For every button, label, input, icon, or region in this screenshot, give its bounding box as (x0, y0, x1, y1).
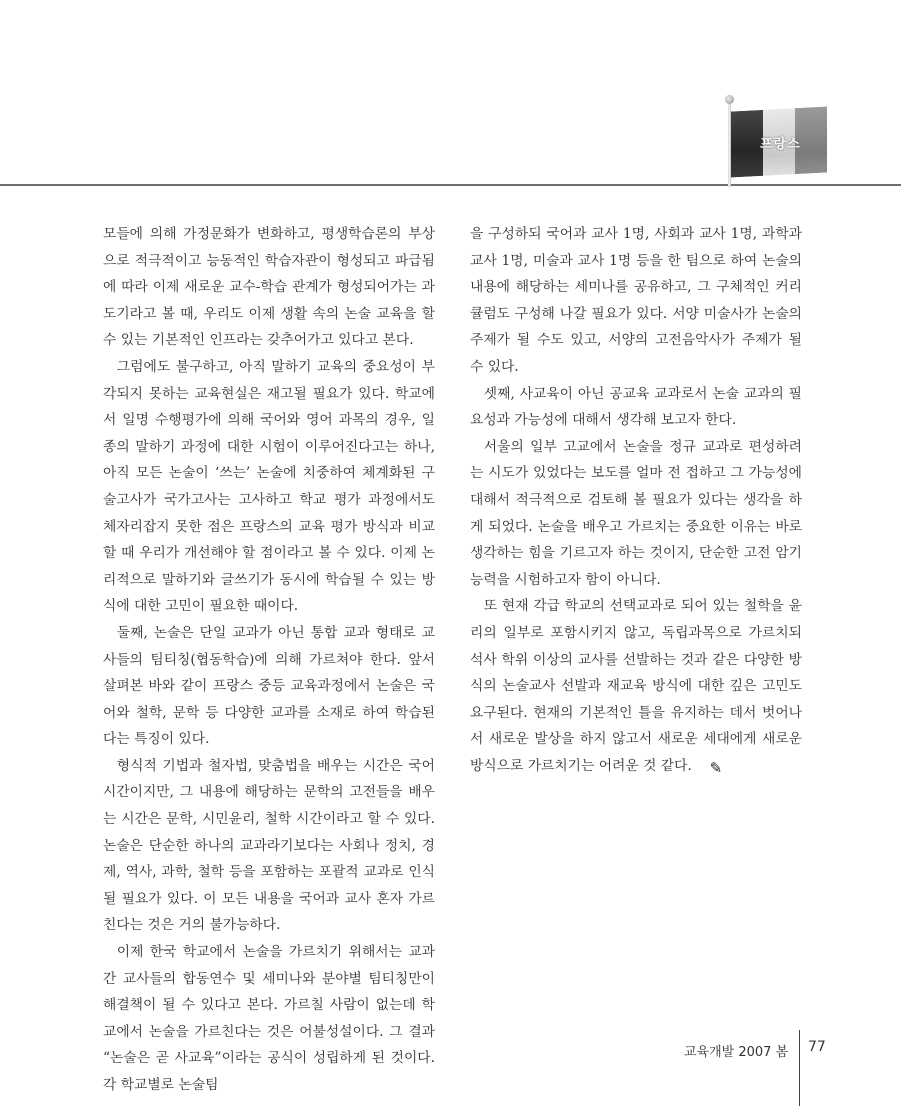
footer-divider (799, 1030, 800, 1106)
french-flag-icon (722, 95, 834, 187)
paragraph-text: 또 현재 각급 학교의 선택교과로 되어 있는 철학을 윤리의 일부로 포함시키지 않고, 독립과목으로 가르치되 석사 학위 이상의 교사를 선발하는 것과 같은 다양한 방식의 논술교사 선발과 재교육 방식에 대한 깊은 고민도 요구된다. 현재의 기본적인 틀을 유지하는 데서 벗어나서 새로운 발상을 하지 않고서 새로운 세대에게 새로운 방식으로 가르치기는 어려운 것 같다. (470, 598, 802, 774)
paragraph: 이제 한국 학교에서 논술을 가르치기 위해서는 교과 간 교사들의 합동연수 및 세미나와 분야별 팀티칭만이 해결책이 될 수 있다고 본다. 가르칠 사람이 없는데 학교에서 논술을 가르친다는 것은 어불성설이다. 그 결과 “논술은 곧 사교육”이라는 공식이 성립하게 된 것이다. 각 학교별로 논술팀 (103, 944, 435, 1093)
paragraph: 둘째, 논술은 단일 교과가 아닌 통합 교과 형태로 교사들의 팀티칭(협동학습)에 의해 가르쳐야 한다. 앞서 살펴본 바와 같이 프랑스 중등 교육과정에서 논술은 국어와 철학, 문학 등 다양한 교과를 소재로 하여 학습된다는 특징이 있다. (103, 624, 435, 748)
paragraph: 모들에 의해 가정문화가 변화하고, 평생학습론의 부상으로 적극적이고 능동적인 학습자관이 형성되고 파급됨에 따라 이제 새로운 교수-학습 관계가 형성되어가는 과도기라고 볼 때, 우리도 이제 생활 속의 논술 교육을 할 수 있는 기본적인 인프라는 갖추어가고 있다고 본다. (103, 226, 435, 349)
paragraph: 셋째, 사교육이 아닌 공교육 교과로서 논술 교과의 필요성과 가능성에 대해서 생각해 보고자 한다. (470, 385, 802, 429)
flag-finial (725, 95, 734, 104)
paragraph: 서울의 일부 고교에서 논술을 정규 교과로 편성하려는 시도가 있었다는 보도를 얼마 전 접하고 그 가능성에 대해서 적극적으로 검토해 볼 필요가 있다는 생각을 하게 되었다. 논술을 배우고 가르치는 중요한 이유는 바로 생각하는 힘을 기르고자 하는 것이지, 단순한 고전 암기 능력을 시험하고자 함이 아니다. (470, 438, 802, 588)
left-column (103, 221, 435, 1099)
article-end-icon: ✎ (709, 758, 723, 777)
paragraph: 형식적 기법과 철자법, 맞춤법을 배우는 시간은 국어시간이지만, 그 내용에 해당하는 문학의 고전들을 배우는 시간은 문학, 시민윤리, 철학 시간이라고 할 수 있다. 논술은 단순한 하나의 교과라기보다는 사회나 정치, 경제, 역사, 과학, 철학 등을 포함하는 포괄적 교과로 인식될 필요가 있다. 이 모든 내용을 국어과 교사 혼자 가르친다는 것은 거의 불가능하다. (103, 757, 435, 934)
footer-publication: 교육개발 2007 봄 (684, 1045, 789, 1060)
paragraph (470, 593, 802, 781)
paragraph: 그럼에도 불구하고, 아직 말하기 교육의 중요성이 부각되지 못하는 교육현실은 재고될 필요가 있다. 학교에서 일명 수행평가에 의해 국어와 영어 과목의 경우, 일종의 말하기 과정에 대한 시험이 이루어진다고는 하나, 아직 모든 논술이 ‘쓰는’ 논술에 치중하여 체계화된 구술고사가 국가고사는 고사하고 학교 평가 과정에서도 체자리잡지 못한 점은 프랑스의 교육 평가 방식과 비교할 때 우리가 개선해야 할 점이라고 볼 수 있다. 이제 논리적으로 말하기와 글쓰기가 동시에 학습될 수 있는 방식에 대한 고민이 필요한 때이다. (103, 358, 435, 615)
section-label: 프랑스 (760, 137, 801, 152)
page-number: 77 (808, 1039, 826, 1055)
paragraph: 을 구성하되 국어과 교사 1명, 사회과 교사 1명, 과학과 교사 1명, 미술과 교사 1명 등을 한 팀으로 하여 논술의 내용에 해당하는 세미나를 공유하고, 그 구체적인 커리큘럼도 구성해 나갈 필요가 있다. 서양 미술사가 논술의 주제가 될 수도 있고, 서양의 고전음악사가 주제가 될 수 있다. (470, 226, 802, 375)
right-column (470, 221, 802, 781)
